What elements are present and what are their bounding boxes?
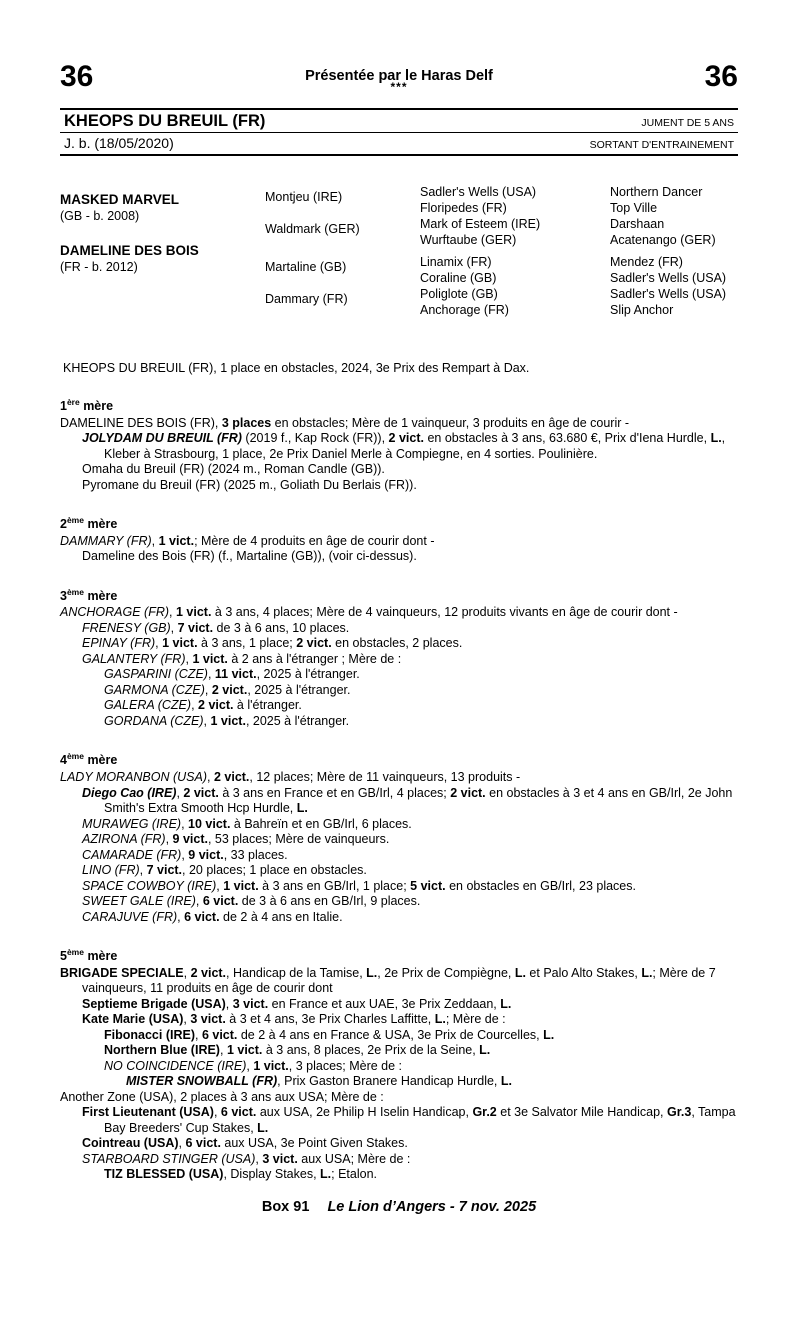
pedigree-sire-name: MASKED MARVEL (60, 192, 180, 207)
pedigree-line: BRIGADE SPECIALE, 2 vict., Handicap de la Tamise, L., 2e Prix de Compiègne, L. et Palo Alto Stakes, L.; Mère de 7 vainqueurs, 11 produits en âge de courir dont (60, 965, 716, 996)
pedigree-gen2-cell: Waldmark (GER) (265, 222, 360, 236)
horse-status: SORTANT D'ENTRAINEMENT (589, 139, 734, 151)
box-number: Box 91 (261, 1198, 310, 1215)
pedigree-line: SWEET GALE (IRE), 6 vict. de 3 à 6 ans en GB/Irl, 9 places. (82, 894, 421, 909)
pedigree-line: Omaha du Breuil (FR) (2024 m., Roman Candle (GB)). (82, 462, 385, 477)
pedigree-table (60, 184, 738, 323)
pedigree-line: SPACE COWBOY (IRE), 1 vict. à 3 ans en GB/Irl, 1 place; 5 vict. en obstacles en GB/Irl, 23 places. (82, 878, 636, 893)
page-footer (60, 1199, 738, 1233)
pedigree-line: Kate Marie (USA), 3 vict. à 3 et 4 ans, 3e Prix Charles Laffitte, L.; Mère de : (82, 1012, 506, 1027)
pedigree-line: GALANTERY (FR), 1 vict. à 2 ans à l'étranger ; Mère de : (82, 651, 402, 666)
race-record: KHEOPS DU BREUIL (FR), 1 place en obstacles, 2024, 3e Prix des Rempart à Dax. (63, 361, 530, 375)
pedigree-sire (60, 184, 265, 224)
pedigree-gen2-cell: Montjeu (IRE) (265, 190, 343, 204)
presenter-stars: *** (390, 80, 408, 94)
section-title: 3ème mère (60, 586, 118, 603)
pedigree-line: GARMONA (CZE), 2 vict., 2025 à l'étranger. (104, 682, 351, 697)
pedigree-line: CARAJUVE (FR), 6 vict. de 2 à 4 ans en Italie. (82, 909, 343, 924)
pedigree-line: Septieme Brigade (USA), 3 vict. en France et aux UAE, 3e Prix Zeddaan, L. (82, 996, 512, 1011)
section-title: 4ème mère (60, 751, 118, 768)
pedigree-line: Fibonacci (IRE), 6 vict. de 2 à 4 ans en France & USA, 3e Prix de Courcelles, L. (104, 1027, 555, 1042)
pedigree-gen1-column (60, 184, 265, 323)
pedigree-line: DAMELINE DES BOIS (FR), 3 places en obstacles; Mère de 1 vainqueur, 3 produits en âge de courir - (60, 415, 630, 430)
pedigree-gen3-cell: Mark of Esteem (IRE) (420, 217, 541, 231)
pedigree-gen3-cell: Anchorage (FR) (420, 303, 509, 317)
pedigree-section (60, 945, 738, 1183)
pedigree-line: GALERA (CZE), 2 vict. à l'étranger. (104, 698, 302, 713)
pedigree-line: MISTER SNOWBALL (FR), Prix Gaston Branere Handicap Hurdle, L. (126, 1074, 512, 1089)
pedigree-line: JOLYDAM DU BREUIL (FR) (2019 f., Kap Rock (FR)), 2 vict. en obstacles à 3 ans, 63.680 €, Prix d'Iena Hurdle, L., Kleber à Strasbourg, 1 place, 2e Prix Daniel Merle à Compiegne, en 4 sorties. Poulinière. (82, 431, 726, 461)
section-title: 2ème mère (60, 515, 118, 532)
pedigree-line: TIZ BLESSED (USA), Display Stakes, L.; Etalon. (104, 1167, 378, 1182)
pedigree-line: EPINAY (FR), 1 vict. à 3 ans, 1 place; 2 vict. en obstacles, 2 places. (82, 636, 463, 651)
pedigree-line: DAMMARY (FR), 1 vict.; Mère de 4 produits en âge de courir dont - (60, 533, 435, 548)
pedigree-gen3-cell: Coraline (GB) (420, 271, 497, 285)
pedigree-gen4-cell: Top Ville (610, 201, 658, 215)
horse-detail-row (60, 132, 738, 154)
pedigree-line: CAMARADE (FR), 9 vict., 33 places. (82, 847, 288, 862)
pedigree-line: GORDANA (CZE), 1 vict., 2025 à l'étranger. (104, 713, 350, 728)
pedigree-line: First Lieutenant (USA), 6 vict. aux USA, 2e Philip H Iselin Handicap, Gr.2 et 3e Salvator Mile Handicap, Gr.3, Tampa Bay Breeders' Cup Stakes, L. (82, 1105, 736, 1135)
pedigree-line: Another Zone (USA), 2 places à 3 ans aux USA; Mère de : (60, 1089, 384, 1104)
pedigree-line: Diego Cao (IRE), 2 vict. à 3 ans en France et en GB/Irl, 4 places; 2 vict. en obstacles à 3 et 4 ans en GB/Irl, 2e John Smith's Extra Smooth Hcp Hurdle, L. (82, 785, 733, 816)
pedigree-section (60, 585, 738, 730)
section-title: 1ère mère (60, 397, 114, 414)
pedigree-line: Cointreau (USA), 6 vict. aux USA, 3e Point Given Stakes. (82, 1136, 408, 1151)
pedigree-line: ANCHORAGE (FR), 1 vict. à 3 ans, 4 places; Mère de 4 vainqueurs, 12 produits vivants en âge de courir dont - (60, 605, 678, 620)
pedigree-sire-details: (GB - b. 2008) (60, 209, 140, 223)
pedigree-line: STARBOARD STINGER (USA), 3 vict. aux USA; Mère de : (82, 1151, 411, 1166)
lot-number-right: 36 (704, 60, 738, 93)
pedigree-gen3-cell: Floripedes (FR) (420, 201, 507, 215)
pedigree-gen4-cell: Darshaan (610, 217, 665, 231)
pedigree-gen2-cell: Dammary (FR) (265, 292, 348, 306)
presenter-block (130, 62, 668, 94)
section-title: 5ème mère (60, 947, 118, 964)
pedigree-gen2-cell: Martaline (GB) (265, 260, 347, 274)
pedigree-line: AZIRONA (FR), 9 vict., 53 places; Mère de vainqueurs. (82, 832, 390, 847)
pedigree-line: LINO (FR), 7 vict., 20 places; 1 place en obstacles. (82, 863, 367, 878)
horse-name: KHEOPS DU BREUIL (FR) (64, 112, 266, 130)
horse-name-block (60, 108, 738, 156)
pedigree-line: Northern Blue (IRE), 1 vict. à 3 ans, 8 places, 2e Prix de la Seine, L. (104, 1043, 491, 1058)
pedigree-dam-details: (FR - b. 2012) (60, 260, 138, 274)
pedigree-line: Pyromane du Breuil (FR) (2025 m., Goliath Du Berlais (FR)). (82, 477, 417, 492)
pedigree-gen3-cell: Poliglote (GB) (420, 287, 498, 301)
pedigree-gen3-cell: Sadler's Wells (USA) (420, 185, 537, 199)
pedigree-gen4-cell: Slip Anchor (610, 303, 674, 317)
pedigree-gen4-column (610, 184, 738, 323)
page-header (60, 0, 738, 92)
pedigree-gen4-cell: Sadler's Wells (USA) (610, 287, 727, 301)
pedigree-section (60, 395, 738, 493)
pedigree-line: NO COINCIDENCE (IRE), 1 vict., 3 places; Mère de : (104, 1058, 403, 1073)
pedigree-line: Dameline des Bois (FR) (f., Martaline (GB)), (voir ci-dessus). (82, 549, 417, 564)
pedigree-line: LADY MORANBON (USA), 2 vict., 12 places; Mère de 11 vainqueurs, 13 produits - (60, 770, 521, 785)
presenter-text: Présentée par le Haras Delf (305, 68, 493, 84)
pedigree-line: MURAWEG (IRE), 10 vict. à Bahreïn et en GB/Irl, 6 places. (82, 816, 412, 831)
pedigree-gen3-cell: Wurftaube (GER) (420, 233, 517, 247)
pedigree-section (60, 513, 738, 565)
pedigree-gen4-cell: Mendez (FR) (610, 255, 683, 269)
pedigree-line: GASPARINI (CZE), 11 vict., 2025 à l'étranger. (104, 667, 360, 682)
pedigree-gen3-cell: Linamix (FR) (420, 255, 492, 269)
lot-number-left: 36 (60, 60, 94, 93)
pedigree-gen4-cell: Acatenango (GER) (610, 233, 716, 247)
horse-description: J. b. (18/05/2020) (64, 135, 174, 151)
sale-info: Le Lion d’Angers - 7 nov. 2025 (327, 1198, 537, 1215)
pedigree-line: FRENESY (GB), 7 vict. de 3 à 6 ans, 10 places. (82, 620, 350, 635)
pedigree-gen4-cell: Sadler's Wells (USA) (610, 271, 727, 285)
pedigree-gen3-column (420, 184, 610, 323)
pedigree-sections (60, 395, 738, 1183)
horse-sex-age: JUMENT DE 5 ANS (641, 117, 734, 129)
pedigree-gen2-column (265, 184, 420, 323)
pedigree-dam (60, 224, 265, 275)
pedigree-dam-name: DAMELINE DES BOIS (60, 243, 199, 258)
horse-name-row (60, 110, 738, 132)
pedigree-section (60, 749, 738, 925)
pedigree-gen4-cell: Northern Dancer (610, 185, 703, 199)
